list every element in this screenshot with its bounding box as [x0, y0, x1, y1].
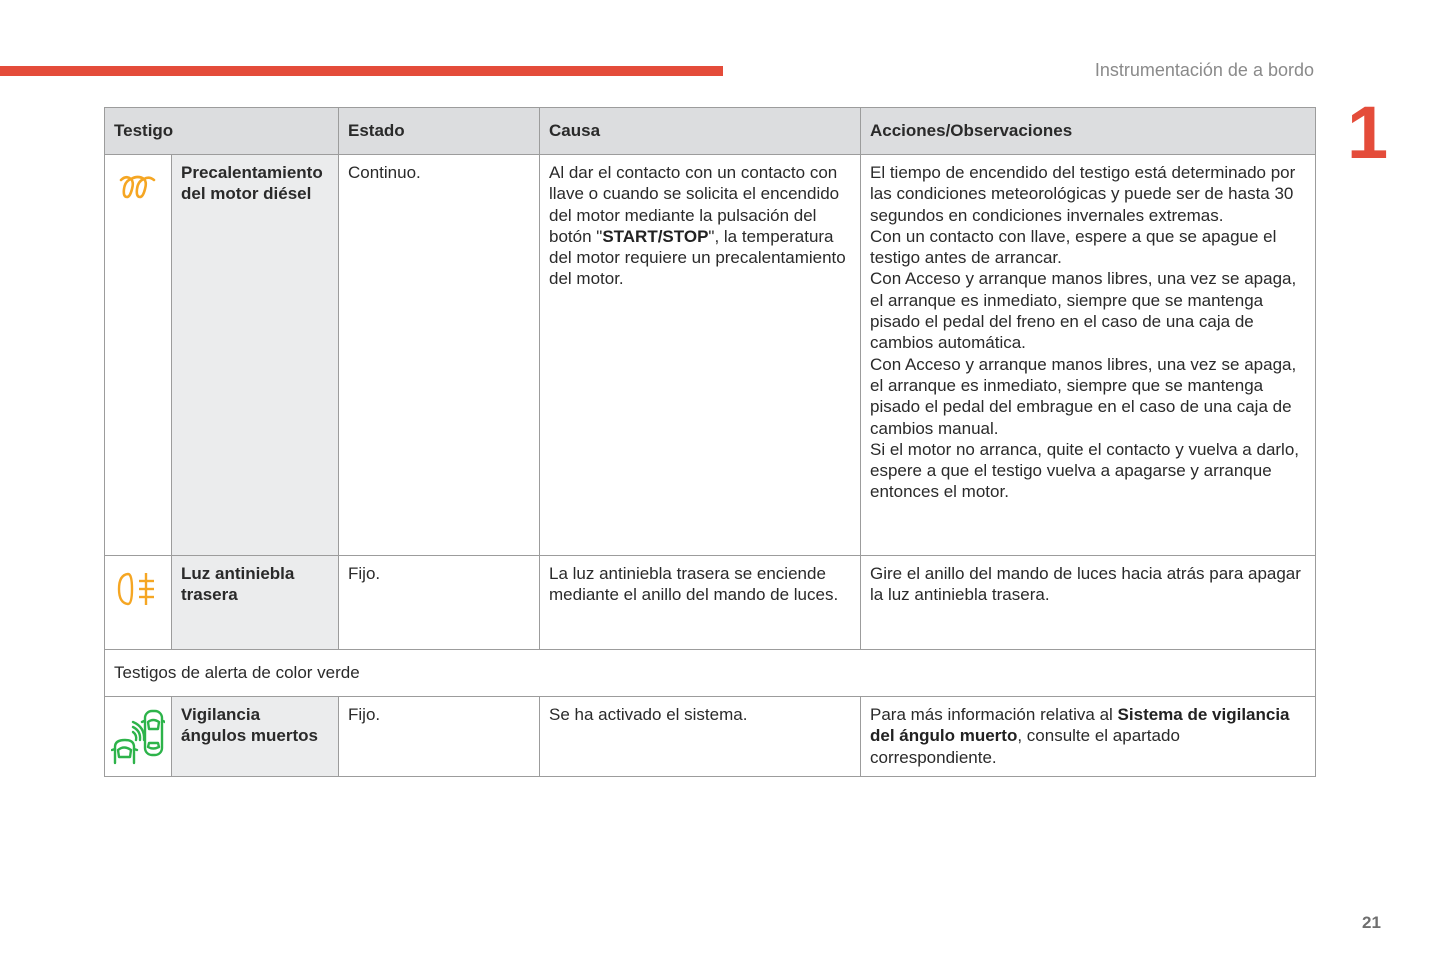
table-header-row [105, 108, 1316, 155]
causa-cell: Se ha activado el sistema. [540, 697, 861, 777]
acciones-text: Para más información relativa al [870, 705, 1118, 724]
group-header-row [105, 650, 1316, 697]
acciones-text: , consulte el apartado correspondiente. [870, 726, 1180, 767]
icon-cell [105, 697, 172, 777]
acciones-paragraph: Con Acceso y arranque manos libres, una vez se apaga, el arranque es inmediato, siempre que se mantenga pisado el pedal del embrague en el caso de una caja de cambios manual. [870, 354, 1297, 438]
green-warnings-group-label: Testigos de alerta de color verde [105, 650, 1316, 697]
table-row [105, 155, 1316, 556]
warning-name: Vigilancia ángulos muertos [172, 697, 339, 777]
table-row [105, 556, 1316, 650]
warning-lights-table [104, 107, 1316, 777]
acciones-paragraph: Con un contacto con llave, espere a que se apague el testigo antes de arrancar. [870, 226, 1277, 268]
estado-cell: Continuo. [339, 155, 540, 556]
warning-name: Precalentamiento del motor diésel [172, 155, 339, 556]
acciones-paragraph: Con Acceso y arranque manos libres, una vez se apaga, el arranque es inmediato, siempre que se mantenga pisado el pedal del freno en el caso de una caja de cambios automática. [870, 269, 1297, 353]
warning-name: Luz antiniebla trasera [172, 556, 339, 650]
estado-cell: Fijo. [339, 556, 540, 650]
column-header-testigo: Testigo [105, 108, 339, 155]
icon-cell [105, 556, 172, 650]
acciones-cell: Gire el anillo del mando de luces hacia atrás para apagar la luz antiniebla trasera. [861, 556, 1316, 650]
header-accent-bar [0, 66, 723, 76]
causa-text: ", la temperatura del motor requiere un precalentamiento del motor. [549, 226, 846, 289]
acciones-cell [861, 155, 1316, 556]
icon-cell [105, 155, 172, 556]
causa-text: Al dar el contacto con un contacto con llave o cuando se solicita el encendido del motor mediante la pulsación del botón " [549, 163, 840, 246]
rear-fog-light-icon [116, 570, 160, 613]
column-header-estado: Estado [339, 108, 540, 155]
table-row [105, 697, 1316, 777]
estado-cell: Fijo. [339, 697, 540, 777]
acciones-paragraph: El tiempo de encendido del testigo está determinado por las condiciones meteorológicas y puede ser de hasta 30 segundos en condiciones invernales extremas. [870, 163, 1296, 225]
column-header-causa: Causa [540, 108, 861, 155]
causa-cell [540, 155, 861, 556]
causa-cell: La luz antiniebla trasera se enciende mediante el anillo del mando de luces. [540, 556, 861, 650]
column-header-acciones: Acciones/Observaciones [861, 108, 1316, 155]
start-stop-label: START/STOP [602, 226, 709, 246]
blind-spot-monitoring-icon [111, 707, 165, 770]
chapter-number: 1 [1347, 91, 1387, 174]
acciones-paragraph: Si el motor no arranca, quite el contacto y vuelva a darlo, espere a que el testigo vuelva a apagarse y arranque entonces el motor. [870, 439, 1300, 502]
page-number: 21 [1362, 913, 1381, 932]
blind-spot-system-reference: Sistema de vigilancia del ángulo muerto [870, 705, 1290, 746]
glow-plug-preheating-icon [118, 171, 158, 206]
acciones-cell [861, 697, 1316, 777]
section-title: Instrumentación de a bordo [1094, 60, 1314, 80]
